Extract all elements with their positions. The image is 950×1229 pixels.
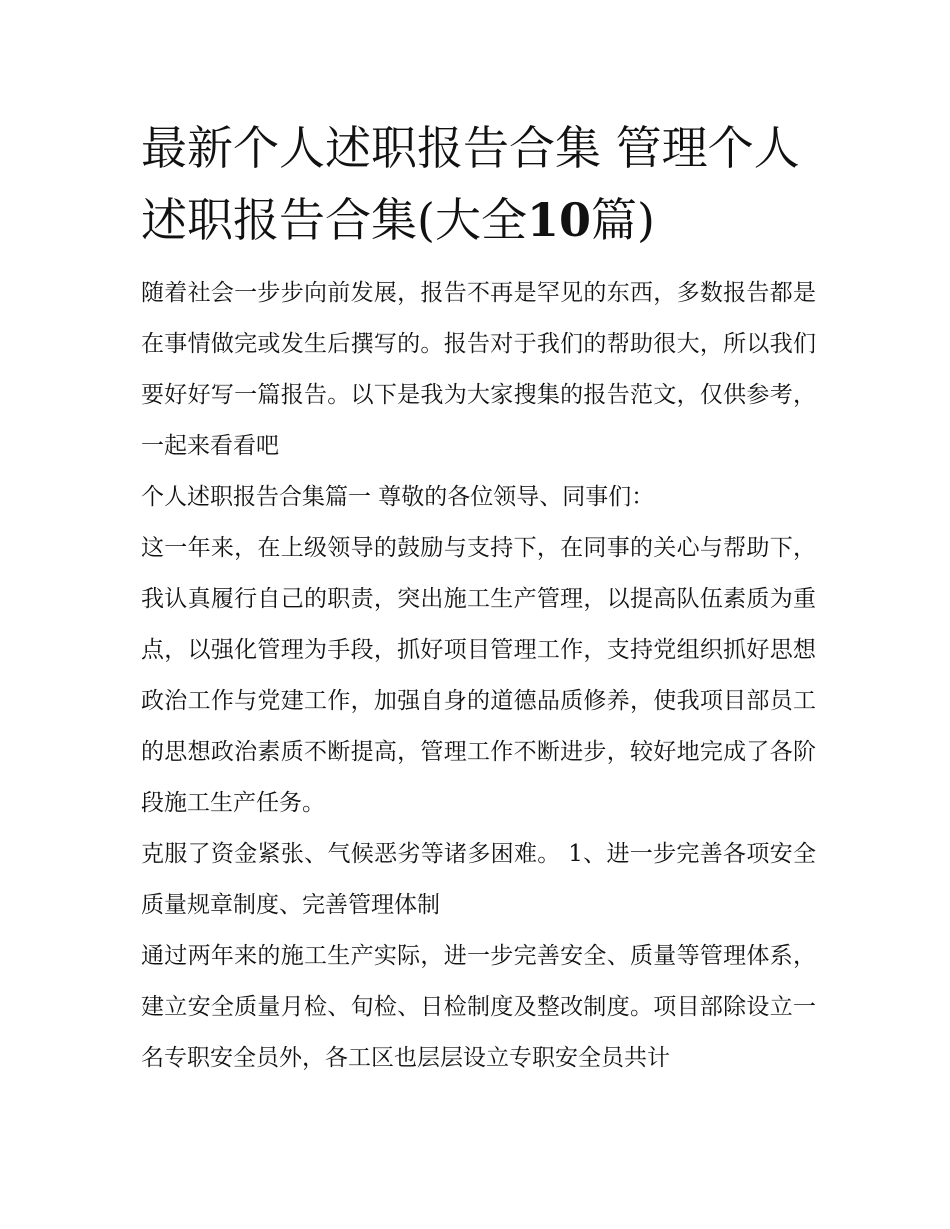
paragraph-intro: 随着社会一步步向前发展，报告不再是罕见的东西，多数报告都是在事情做完或发生后撰写的。报告对于我们的帮助很大，所以我们要好好写一篇报告。以下是我为大家搜集的报告范文，仅供参考，一起来看看吧: [141, 280, 816, 459]
paragraph-body-3: 通过两年来的施工生产实际，进一步完善安全、质量等管理体系，建立安全质量月检、旬检、日检制度及整改制度。项目部除设立一名专职安全员外，各工区也层层设立专职安全员共计: [141, 943, 816, 1071]
paragraph-body-1: 这一年来，在上级领导的鼓励与支持下，在同事的关心与帮助下，我认真履行自己的职责，突出施工生产管理，以提高队伍素质为重点，以强化管理为手段，抓好项目管理工作，支持党组织抓好思想政治工作与党建工作，加强自身的道德品质修养，使我项目部员工的思想政治素质不断提高，管理工作不断进步，较好地完成了各阶段施工生产任务。: [141, 535, 816, 816]
document-content: [141, 112, 816, 1084]
document-title: [141, 112, 816, 256]
paragraph-salutation: 个人述职报告合集篇一 尊敬的各位领导、同事们：: [141, 484, 655, 510]
title-text: 最新个人述职报告合集 管理个人述职报告合集(大全: [141, 121, 800, 247]
title-number: 10: [526, 193, 591, 247]
paragraph-body-2: 克服了资金紧张、气候恶劣等诸多困难。 1、进一步完善各项安全质量规章制度、完善管理体制: [141, 841, 816, 918]
title-suffix: 篇): [590, 193, 655, 247]
